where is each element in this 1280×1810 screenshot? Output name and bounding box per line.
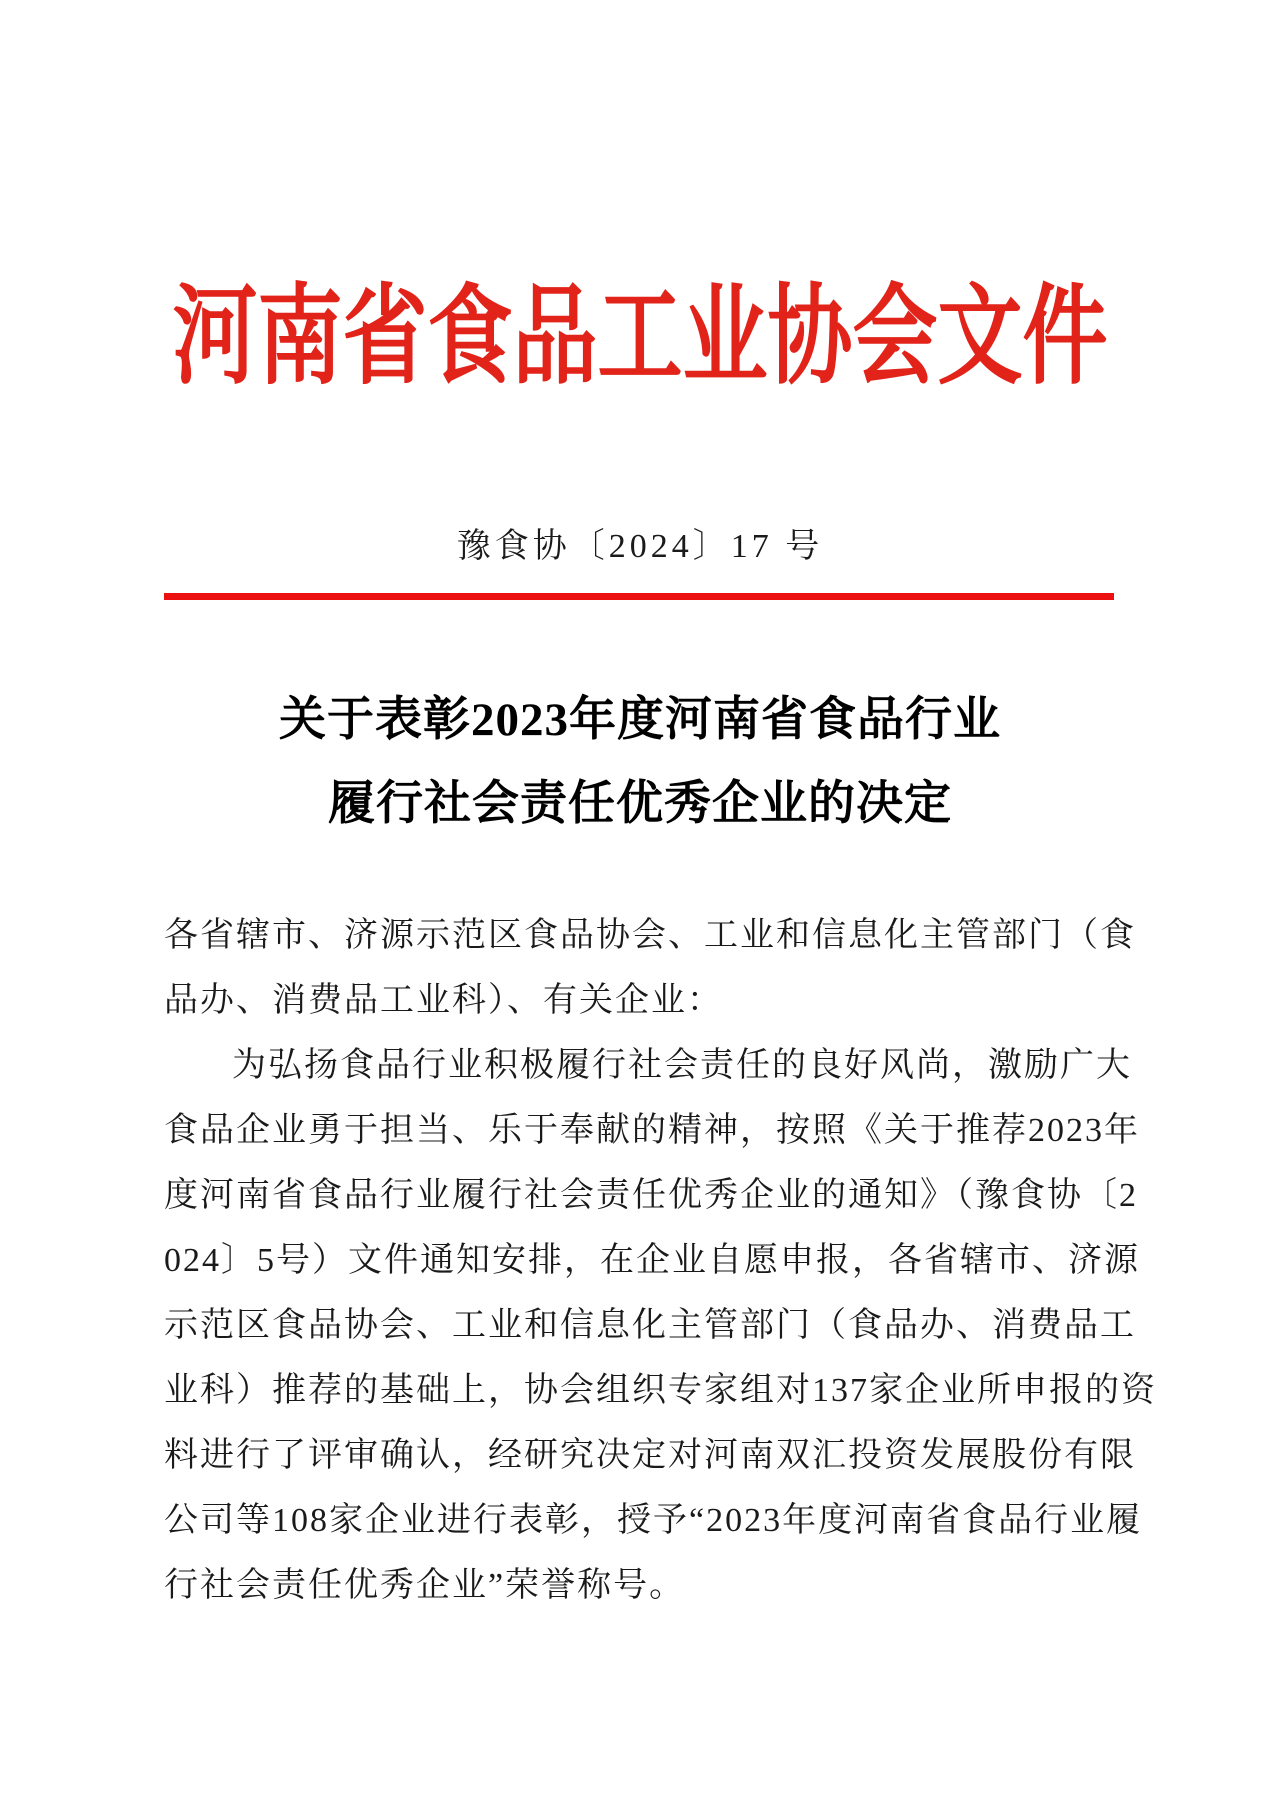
body-line: 业科）推荐的基础上，协会组织专家组对137家企业所申报的资 (164, 1372, 1157, 1409)
body-line: 品办、消费品工业科）、有关企业： (164, 982, 723, 1019)
body-line: 食品企业勇于担当、乐于奉献的精神，按照《关于推荐2023年 (164, 1112, 1140, 1149)
document-title-line1: 关于表彰2023年度河南省食品行业 (279, 694, 1001, 746)
body-text (164, 903, 1157, 1618)
body-line: 示范区食品协会、工业和信息化主管部门（食品办、消费品工 (164, 1307, 1136, 1344)
body-line: 度河南省食品行业履行社会责任优秀企业的通知》（豫食协〔2 (164, 1177, 1138, 1214)
body-line: 为弘扬食品行业积极履行社会责任的良好风尚，激励广大 (232, 1047, 1132, 1084)
red-divider-line (164, 593, 1114, 600)
body-line: 公司等108家企业进行表彰，授予“2023年度河南省食品行业履 (164, 1502, 1143, 1539)
body-line: 024〕5号）文件通知安排，在企业自愿申报，各省辖市、济源 (164, 1242, 1140, 1279)
body-line: 各省辖市、济源示范区食品协会、工业和信息化主管部门（食 (164, 917, 1136, 954)
document-title-line2: 履行社会责任优秀企业的决定 (328, 778, 952, 830)
org-masthead-title: 河南省食品工业协会文件 (172, 277, 1108, 398)
body-line: 行社会责任优秀企业”荣誉称号。 (164, 1567, 686, 1604)
body-line: 料进行了评审确认，经研究决定对河南双汇投资发展股份有限 (164, 1437, 1136, 1474)
document-title (0, 678, 1280, 846)
document-number: 豫食协〔2024〕17 号 (456, 528, 824, 565)
